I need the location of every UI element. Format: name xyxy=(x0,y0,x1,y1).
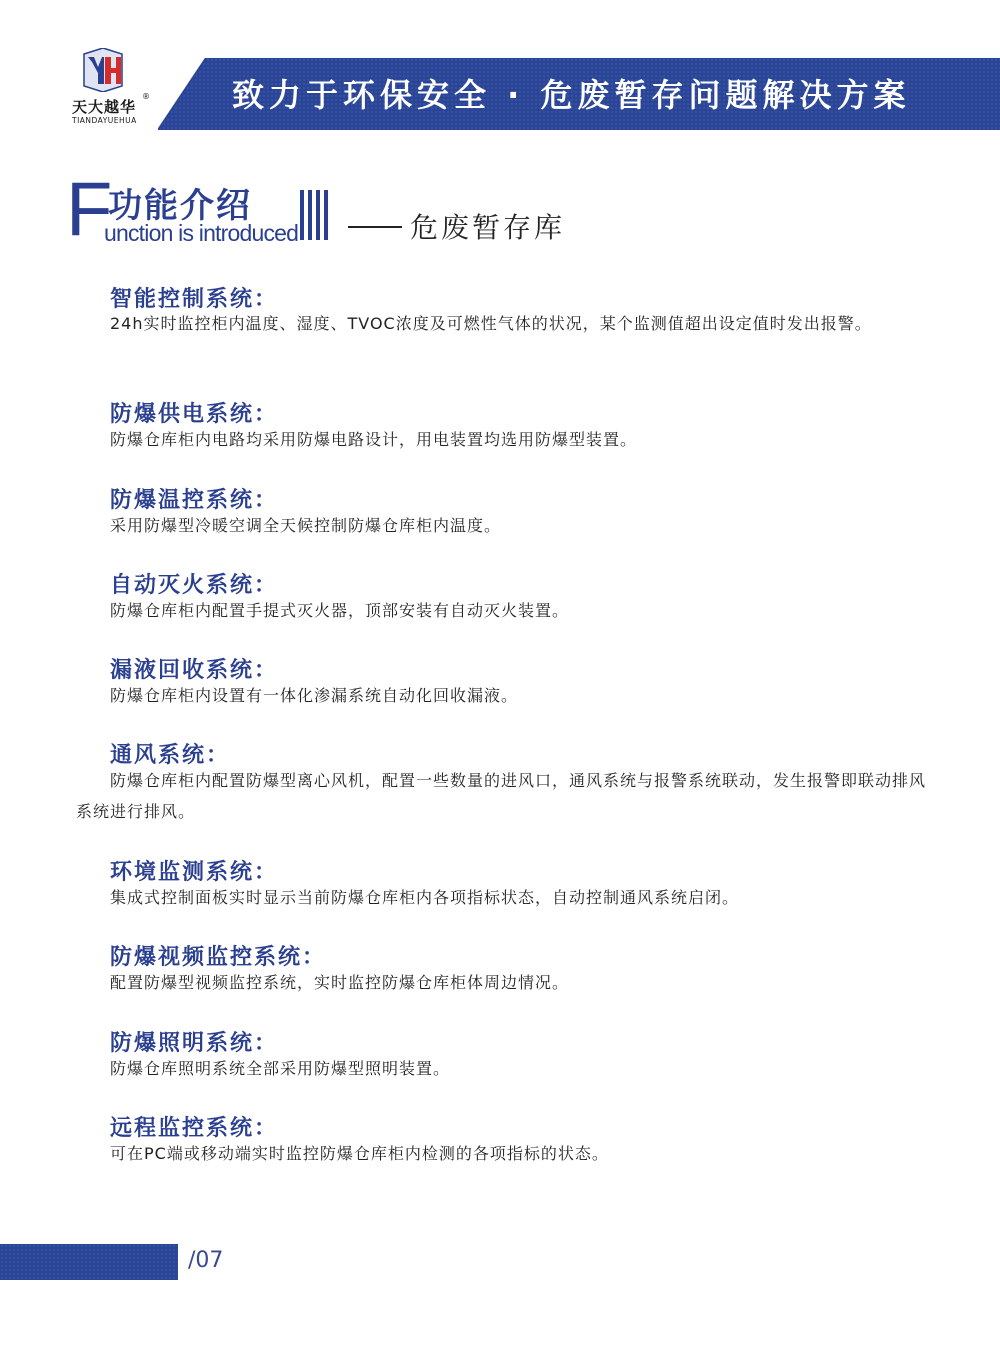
brand-name: 天大越华 xyxy=(72,98,137,116)
page-number: /07 xyxy=(188,1248,224,1273)
brand-pinyin: TIANDAYUEHUA xyxy=(72,116,137,125)
brand-logo xyxy=(72,48,162,132)
section-subtitle: 危废暂存库 xyxy=(410,211,566,244)
feature-title: 自动灭火系统： xyxy=(110,573,279,598)
feature-desc: 采用防爆型冷暖空调全天候控制防爆仓库柜内温度。 xyxy=(110,516,502,535)
heading-initial: F xyxy=(66,167,113,252)
feature-title: 防爆照明系统： xyxy=(110,1031,279,1056)
feature-title: 远程监控系统： xyxy=(110,1116,279,1141)
feature-title: 环境监测系统： xyxy=(110,860,279,885)
section-title-en: unction is introduced xyxy=(104,220,299,246)
feature-desc: 配置防爆型视频监控系统，实时监控防爆仓库柜体周边情况。 xyxy=(110,973,570,992)
feature-desc: 24h实时监控柜内温度、湿度、TVOC浓度及可燃性气体的状况，某个监测值超出设定值时发出报警。 xyxy=(110,314,872,333)
feature-desc: 防爆仓库照明系统全部采用防爆型照明装置。 xyxy=(110,1059,451,1078)
registered-mark: ® xyxy=(142,92,150,101)
feature-desc: 防爆仓库柜内电路均采用防爆电路设计，用电装置均选用防爆型装置。 xyxy=(110,430,638,449)
feature-desc: 防爆仓库柜内配置手提式灭火器，顶部安装有自动灭火装置。 xyxy=(110,601,570,620)
yh-logo-icon xyxy=(80,48,126,92)
feature-title: 通风系统： xyxy=(110,743,231,768)
feature-desc: 防爆仓库柜内设置有一体化渗漏系统自动化回收漏液。 xyxy=(110,686,519,705)
header-slogan: 致力于环保安全 · 危废暂存问题解决方案 xyxy=(232,76,911,114)
feature-desc: 防爆仓库柜内配置防爆型离心风机，配置一些数量的进风口，通风系统与报警系统联动，发生报警即联动排风系统进行排风。 xyxy=(76,771,927,821)
heading-bars-decoration xyxy=(300,190,330,240)
feature-title: 漏液回收系统： xyxy=(110,658,279,683)
feature-title: 防爆温控系统： xyxy=(110,488,279,513)
feature-desc: 集成式控制面板实时显示当前防爆仓库柜内各项指标状态，自动控制通风系统启闭。 xyxy=(110,888,740,907)
footer-bar xyxy=(0,1244,178,1280)
feature-title: 防爆供电系统： xyxy=(110,402,279,427)
section-title: 功能介绍 xyxy=(108,186,252,226)
feature-title: 智能控制系统： xyxy=(110,287,279,312)
subtitle-dash xyxy=(348,226,402,228)
feature-title: 防爆视频监控系统： xyxy=(110,945,327,970)
feature-desc: 可在PC端或移动端实时监控防爆仓库柜内检测的各项指标的状态。 xyxy=(110,1144,609,1163)
